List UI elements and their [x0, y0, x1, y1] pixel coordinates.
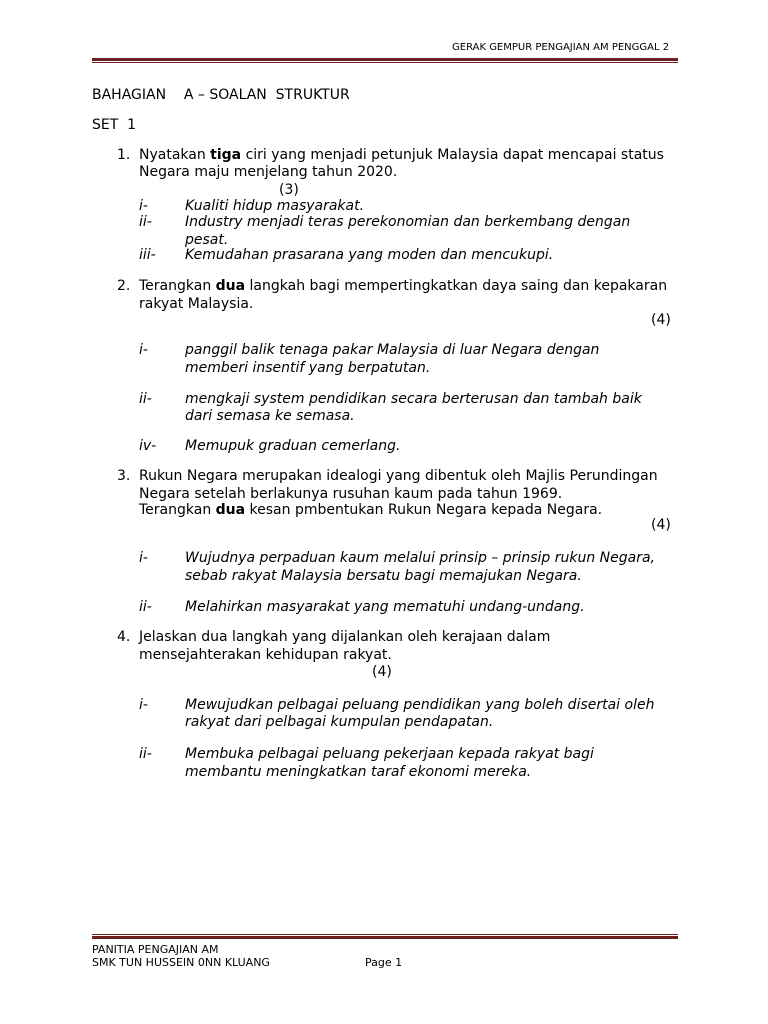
marks-label: (4)	[651, 312, 671, 328]
question-number: 3.	[117, 468, 131, 484]
answer-text: Kualiti hidup masyarakat.	[185, 198, 365, 214]
answer-numeral: iv-	[139, 438, 157, 454]
question-number: 4.	[117, 629, 131, 645]
answer-numeral: i-	[139, 697, 148, 713]
answer-text: Wujudnya perpaduan kaum melalui prinsip – prinsip rukun Negara,	[185, 550, 655, 566]
question-text-line2: Negara maju menjelang tahun 2020.	[139, 164, 398, 180]
answer-text: Kemudahan prasarana yang moden dan mencukupi.	[185, 247, 554, 263]
answer-numeral: ii-	[139, 214, 152, 230]
footer-rule-thin	[92, 934, 678, 935]
answer-text-line2: rakyat dari pelbagai kumpulan pendapatan.	[185, 714, 494, 730]
answer-text-line2: pesat.	[185, 232, 229, 248]
question-text-line2: Negara setelah berlakunya rusuhan kaum pada tahun 1969.	[139, 486, 563, 502]
question-text: Nyatakan tiga ciri yang menjadi petunjuk Malaysia dapat mencapai status	[139, 147, 664, 163]
running-header: GERAK GEMPUR PENGAJIAN AM PENGGAL 2	[452, 42, 670, 53]
header-rule-thin	[92, 62, 678, 63]
marks-label: (4)	[372, 664, 392, 680]
question-text: Terangkan dua langkah bagi mempertingkatkan daya saing dan kepakaran	[139, 278, 668, 294]
footer-department: PANITIA PENGAJIAN AM	[92, 943, 219, 956]
header-rule	[92, 58, 678, 61]
answer-text-line2: sebab rakyat Malaysia bersatu bagi memajukan Negara.	[185, 568, 582, 584]
question-text: Jelaskan dua langkah yang dijalankan oleh kerajaan dalam	[139, 629, 551, 645]
answer-text: Membuka pelbagai peluang pekerjaan kepada rakyat bagi	[185, 746, 594, 762]
answer-text-line2: memberi insentif yang berpatutan.	[185, 360, 431, 376]
answer-text: Memupuk graduan cemerlang.	[185, 438, 401, 454]
question-text-line2: mensejahterakan kehidupan rakyat.	[139, 647, 392, 663]
answer-numeral: i-	[139, 198, 148, 214]
marks-label: (4)	[651, 517, 671, 533]
question-number: 1.	[117, 147, 131, 163]
answer-numeral: ii-	[139, 746, 152, 762]
answer-text: Melahirkan masyarakat yang mematuhi undang-undang.	[185, 599, 585, 615]
answer-text-line2: membantu meningkatkan taraf ekonomi mereka.	[185, 764, 532, 780]
answer-text-line2: dari semasa ke semasa.	[185, 408, 355, 424]
answer-numeral: ii-	[139, 391, 152, 407]
page-number: Page 1	[365, 956, 403, 969]
answer-numeral: iii-	[139, 247, 156, 263]
footer-rule	[92, 936, 678, 939]
answer-text: mengkaji system pendidikan secara berterusan dan tambah baik	[185, 391, 642, 407]
question-text-line2: rakyat Malaysia.	[139, 296, 254, 312]
question-text: Rukun Negara merupakan idealogi yang dibentuk oleh Majlis Perundingan	[139, 468, 658, 484]
question-text-line3: Terangkan dua kesan pmbentukan Rukun Negara kepada Negara.	[139, 502, 603, 518]
question-number: 2.	[117, 278, 131, 294]
set-label: SET 1	[92, 117, 137, 133]
answer-text: Mewujudkan pelbagai peluang pendidikan yang boleh disertai oleh	[185, 697, 655, 713]
footer-school: SMK TUN HUSSEIN 0NN KLUANG	[92, 956, 270, 969]
answer-numeral: i-	[139, 342, 148, 358]
marks-label: (3)	[279, 182, 299, 198]
answer-numeral: i-	[139, 550, 148, 566]
answer-text: Industry menjadi teras perekonomian dan berkembang dengan	[185, 214, 631, 230]
section-title: BAHAGIAN A – SOALAN STRUKTUR	[92, 87, 350, 103]
answer-numeral: ii-	[139, 599, 152, 615]
answer-text: panggil balik tenaga pakar Malaysia di luar Negara dengan	[185, 342, 600, 358]
